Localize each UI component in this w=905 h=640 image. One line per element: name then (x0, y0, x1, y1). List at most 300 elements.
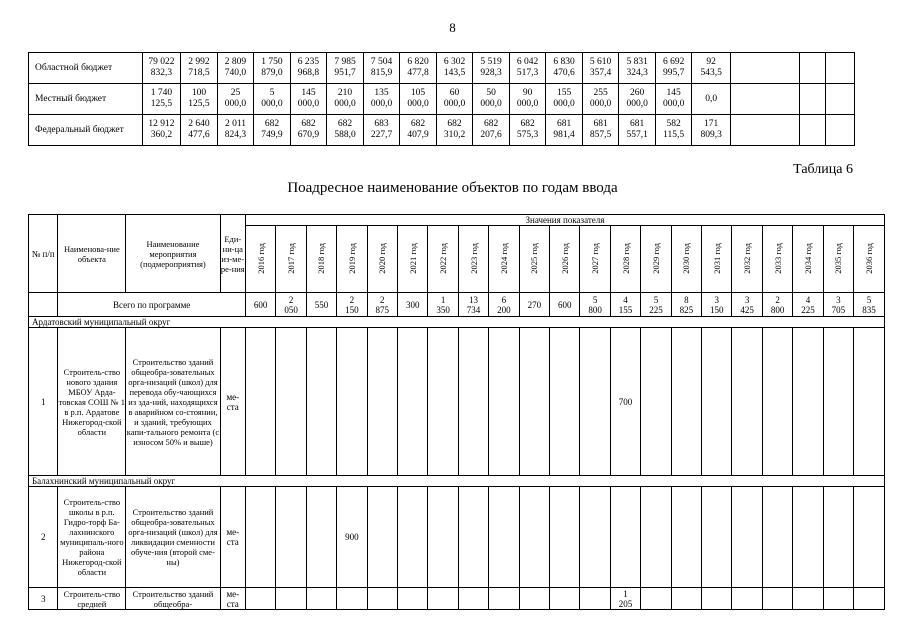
value-line: 3 (836, 294, 841, 305)
value-line: 6 235 (297, 57, 320, 67)
year-value (671, 328, 701, 476)
year-header (306, 226, 336, 293)
value-line: 4 (623, 294, 628, 305)
budget-value (327, 53, 364, 84)
year-value (428, 588, 458, 610)
value-line: 425 (740, 304, 754, 315)
year-value: 700 (610, 328, 640, 476)
value-line: 682 (483, 119, 499, 129)
measure-name: Строительство зданий общеобра-зовательных орга-низаций (школ) для ликвидации сменности обуче-ния (второй сме-ны) (126, 487, 220, 588)
total-value (489, 293, 519, 317)
value-line: 832,3 (150, 68, 173, 78)
value-line: 2 992 (188, 57, 210, 67)
year-label: 2024 год (498, 242, 509, 274)
year-value (854, 588, 885, 610)
year-value (397, 328, 427, 476)
budget-value (400, 115, 437, 146)
value-line: 968,8 (297, 68, 320, 78)
year-value (823, 588, 853, 610)
year-value (276, 328, 306, 476)
value-line: 357,4 (589, 68, 612, 78)
year-value (854, 328, 885, 476)
measure-name: Строительство зданий общеобра-зовательных орга-низаций (школ) для перевода обу-чающихся из зда-ний, находящихся в аварийном со-стоянии, и зданий, требующих капи-тального ремонта (с износом 50% и выше) (126, 328, 220, 476)
page-number: 8 (449, 20, 456, 35)
value-line: 815,9 (370, 68, 393, 78)
value-line: 000,0 (662, 99, 685, 109)
year-label: 2019 год (346, 242, 357, 274)
year-label: 2021 год (407, 242, 418, 274)
year-header (397, 226, 427, 293)
object-name: Строитель-ство нового здания МБОУ Арда-товская СОШ № 1 в р.п. Ардатове Нижегород-ской области (58, 328, 126, 476)
value-line: 050 (284, 304, 298, 315)
value-line: 115,5 (663, 130, 685, 140)
total-value (580, 293, 610, 317)
year-value (489, 328, 519, 476)
year-value (397, 588, 427, 610)
year-header (732, 226, 762, 293)
year-value (580, 588, 610, 610)
value-line: 3 (744, 294, 750, 305)
value-line: 749,9 (261, 130, 283, 140)
budget-value (655, 115, 692, 146)
year-value (793, 328, 823, 476)
value-line: 000,0 (297, 99, 320, 109)
budget-value (692, 115, 731, 146)
object-row (29, 487, 885, 588)
year-value (306, 328, 336, 476)
value-line: 477,8 (407, 68, 429, 78)
budget-value (142, 115, 181, 146)
year-value (641, 487, 671, 588)
empty-cell (799, 53, 825, 84)
year-header (580, 226, 610, 293)
value-line: 350 (436, 304, 450, 315)
value-line: 683 (374, 119, 389, 129)
budget-value (254, 84, 291, 115)
value-line: 470,6 (553, 68, 575, 78)
value-line: 1 740 (150, 88, 173, 98)
value-line: 000,0 (334, 99, 356, 109)
value-line: 90 (522, 88, 533, 98)
value-line: 5 (866, 294, 872, 305)
value-line: 682 (264, 119, 280, 129)
value-line: 857,5 (589, 130, 612, 140)
value-line: 600 (253, 299, 268, 310)
year-value (762, 487, 792, 588)
value-line: 60 (449, 88, 460, 98)
value-line: 145 (666, 88, 681, 98)
budget-value (546, 53, 583, 84)
budget-value (619, 84, 656, 115)
row-number: 2 (29, 487, 58, 588)
year-value (641, 328, 671, 476)
year-label: 2018 год (316, 242, 327, 274)
year-header (793, 226, 823, 293)
budget-value (400, 53, 437, 84)
empty-cell (826, 115, 855, 146)
total-value (306, 293, 336, 317)
year-label: 2036 год (864, 242, 875, 274)
year-value (793, 487, 823, 588)
value-line: 6 692 (662, 57, 685, 67)
empty-cell (730, 53, 799, 84)
budget-label: Местный бюджет (29, 84, 143, 115)
value-line: 477,6 (188, 130, 210, 140)
value-line: 000,0 (224, 99, 247, 109)
year-label: 2030 год (681, 242, 692, 274)
budget-table (28, 52, 855, 146)
year-value (367, 487, 397, 588)
empty-cell (730, 115, 799, 146)
value-line: 550 (314, 299, 329, 310)
year-header (428, 226, 458, 293)
budget-value (181, 84, 218, 115)
total-value (397, 293, 427, 317)
empty-cell (826, 53, 855, 84)
year-label: 2020 год (377, 242, 388, 274)
total-value (793, 293, 823, 317)
year-value (732, 328, 762, 476)
value-line: 210 (337, 88, 353, 98)
year-value (550, 487, 580, 588)
value-line: 5 (592, 294, 598, 305)
year-header (823, 226, 853, 293)
value-line: 809,3 (700, 130, 722, 140)
table-title: Поадресное наименование объектов по годам ввода (287, 180, 618, 196)
budget-value (363, 84, 400, 115)
year-header (489, 226, 519, 293)
header-num: № п/п (29, 215, 58, 293)
value-line: 000,0 (480, 99, 502, 109)
value-line: 4 (805, 294, 811, 305)
budget-row (29, 115, 855, 146)
value-line: 270 (527, 299, 542, 310)
year-value (245, 487, 275, 588)
total-value (367, 293, 397, 317)
value-line: 681 (593, 119, 608, 129)
budget-value (254, 53, 291, 84)
budget-value (290, 84, 327, 115)
value-line: 2 640 (188, 119, 210, 129)
value-line: 105 (410, 88, 426, 98)
budget-value (436, 84, 473, 115)
value-line: 875 (375, 304, 390, 315)
value-line: 000,0 (407, 99, 429, 109)
empty-cell (799, 115, 825, 146)
total-value (519, 293, 549, 317)
header-measure: Наименование мероприятия (подмероприятия) (126, 215, 220, 293)
year-label: 2031 год (711, 242, 722, 274)
year-label: 2026 год (559, 242, 570, 274)
budget-value (473, 84, 510, 115)
budget-value (142, 53, 181, 84)
year-value (428, 328, 458, 476)
value-line: 575,3 (516, 130, 539, 140)
year-value (732, 588, 762, 610)
year-header (550, 226, 580, 293)
row-number: 1 (29, 328, 58, 476)
district-name: Балахнинский муниципальный округ (29, 476, 885, 487)
year-header (762, 226, 792, 293)
value-line: 740,0 (224, 68, 247, 78)
year-value (550, 588, 580, 610)
value-line: 800 (588, 304, 602, 315)
budget-value (619, 53, 656, 84)
value-line: 682 (301, 119, 316, 129)
value-line: 407,9 (407, 130, 429, 140)
year-value (489, 588, 519, 610)
budget-value (509, 53, 546, 84)
value-line: 145 (301, 88, 316, 98)
year-label: 2035 год (833, 242, 844, 274)
year-value (367, 588, 397, 610)
year-label: 2029 год (650, 242, 661, 274)
budget-label: Федеральный бюджет (29, 115, 143, 146)
value-line: 310,2 (443, 130, 466, 140)
value-line: 79 022 (148, 57, 175, 67)
budget-value (692, 53, 731, 84)
value-line: 8 (684, 294, 689, 305)
value-line: 681 (556, 119, 572, 129)
budget-value (290, 53, 327, 84)
year-value (367, 328, 397, 476)
value-line: 681 (630, 119, 645, 129)
total-value (732, 293, 762, 317)
year-label: 2025 год (529, 242, 540, 274)
unit: ме-ста (220, 487, 245, 588)
value-line: 2 011 (224, 119, 246, 129)
year-value (641, 588, 671, 610)
table-label: Таблица 6 (793, 162, 853, 177)
year-label: 2027 год (590, 242, 601, 274)
year-label: 2022 год (438, 242, 449, 274)
year-value (276, 487, 306, 588)
value-line: 682 (337, 119, 353, 129)
year-header (245, 226, 275, 293)
value-line: 928,3 (480, 68, 502, 78)
value-line: 1 (440, 294, 446, 305)
year-value (702, 588, 732, 610)
value-line: 6 302 (443, 57, 466, 67)
budget-label: Областной бюджет (29, 53, 143, 84)
budget-value (582, 115, 619, 146)
year-value (306, 588, 336, 610)
year-label: 2016 год (255, 242, 266, 274)
value-line: 135 (374, 88, 389, 98)
budget-value (217, 115, 254, 146)
budget-value (473, 115, 510, 146)
empty-cell (799, 84, 825, 115)
value-line: 207,6 (480, 130, 502, 140)
value-line: 600 (557, 299, 572, 310)
row-number: 3 (29, 588, 58, 610)
value-line: 255 (593, 88, 608, 98)
year-value (458, 588, 488, 610)
year-header (641, 226, 671, 293)
value-line: 6 830 (553, 57, 575, 67)
value-line: 125,5 (150, 99, 173, 109)
value-line: 25 (230, 88, 241, 98)
value-line: 5 519 (480, 57, 502, 67)
unit: ме-ста (220, 328, 245, 476)
value-line: 155 (556, 88, 572, 98)
year-header (276, 226, 306, 293)
year-value (276, 588, 306, 610)
empty-cell (826, 84, 855, 115)
empty-cell (730, 84, 799, 115)
header-unit: Еди-ни-ца из-ме-ре-ния (220, 215, 245, 293)
value-line: 143,5 (443, 68, 466, 78)
year-header (854, 226, 885, 293)
year-value (519, 588, 549, 610)
value-line: 2 (349, 294, 355, 305)
value-line: 92 (706, 57, 716, 67)
year-header (367, 226, 397, 293)
budget-value (327, 84, 364, 115)
budget-value (619, 115, 656, 146)
budget-value (509, 115, 546, 146)
value-line: 981,4 (553, 130, 575, 140)
value-line: 200 (497, 304, 511, 315)
district-name: Ардатовский муниципальный округ (29, 317, 885, 328)
value-line: 734 (466, 304, 481, 315)
year-value (519, 328, 549, 476)
total-value (610, 293, 640, 317)
year-value (732, 487, 762, 588)
total-value (823, 293, 853, 317)
budget-value (363, 53, 400, 84)
value-line: 0,0 (705, 93, 718, 104)
budget-value (546, 84, 583, 115)
total-value (641, 293, 671, 317)
value-line: 360,2 (150, 130, 173, 140)
value-line: 718,5 (188, 68, 210, 78)
year-value (245, 588, 275, 610)
value-line: 324,3 (626, 68, 648, 78)
value-line: 000,0 (589, 99, 612, 109)
district-row (29, 476, 885, 487)
value-line: 000,0 (626, 99, 648, 109)
total-value (762, 293, 792, 317)
value-line: 682 (520, 119, 535, 129)
budget-value (436, 115, 473, 146)
value-line: 000,0 (370, 99, 393, 109)
year-label: 2034 год (802, 242, 813, 274)
year-header (702, 226, 732, 293)
value-line: 000,0 (443, 99, 466, 109)
budget-value (582, 84, 619, 115)
budget-value (582, 53, 619, 84)
value-line: 7 985 (334, 57, 356, 67)
year-value (610, 487, 640, 588)
year-value (489, 487, 519, 588)
year-value (823, 487, 853, 588)
value-line: 879,0 (261, 68, 283, 78)
budget-row (29, 84, 855, 115)
budget-value (509, 84, 546, 115)
value-line: 3 (714, 294, 719, 305)
total-value (550, 293, 580, 317)
value-line: 835 (862, 304, 876, 315)
value-line: 588,0 (334, 130, 356, 140)
value-line: 7 504 (370, 57, 393, 67)
year-header (337, 226, 367, 293)
year-value (580, 328, 610, 476)
value-line: 150 (345, 304, 359, 315)
object-name: Строитель-ство школы в р.п. Гидро-торф Ба-лахнинского муниципаль-ного района Нижегород-ской области (58, 487, 126, 588)
budget-value (217, 53, 254, 84)
budget-value (655, 53, 692, 84)
district-row (29, 317, 885, 328)
measure-name: Строительство зданий общеобра- (126, 588, 220, 610)
value-line: 000,0 (261, 99, 283, 109)
value-line: 100 (191, 88, 207, 98)
value-line: 205 (618, 598, 633, 609)
budget-value (181, 115, 218, 146)
year-value (823, 328, 853, 476)
year-label: 2028 год (620, 242, 631, 274)
year-value (671, 588, 701, 610)
value-line: 951,7 (334, 68, 356, 78)
value-line: 225 (801, 304, 815, 315)
value-line: 6 042 (516, 57, 539, 67)
value-line: 171 (704, 119, 719, 129)
budget-value (327, 115, 364, 146)
value-line: 682 (447, 119, 462, 129)
total-value (854, 293, 885, 317)
year-label: 2032 год (742, 242, 753, 274)
value-line: 557,1 (626, 130, 648, 140)
total-row (29, 293, 885, 317)
object-name: Строитель-ство средней (58, 588, 126, 610)
value-line: 543,5 (700, 68, 722, 78)
year-value (337, 328, 367, 476)
year-label: 2017 год (286, 242, 297, 274)
total-label: Всего по программе (58, 293, 246, 317)
value-line: 1 750 (261, 57, 283, 67)
year-value (428, 487, 458, 588)
total-value (276, 293, 306, 317)
objects-table (28, 214, 885, 610)
year-value (306, 487, 336, 588)
year-header (458, 226, 488, 293)
year-label: 2033 год (772, 242, 783, 274)
budget-value (254, 115, 291, 146)
budget-value (290, 115, 327, 146)
value-line: 825 (679, 304, 694, 315)
value-line: 824,3 (224, 130, 247, 140)
budget-value (217, 84, 254, 115)
value-line: 000,0 (553, 99, 575, 109)
year-value (458, 487, 488, 588)
header-values: Значения показателя (245, 215, 884, 226)
year-value (519, 487, 549, 588)
year-value (762, 588, 792, 610)
value-line: 2 809 (224, 57, 247, 67)
year-value (671, 487, 701, 588)
value-line: 300 (405, 299, 420, 310)
value-line: 2 (288, 294, 294, 305)
year-header (610, 226, 640, 293)
year-value (854, 487, 885, 588)
value-line: 705 (831, 304, 846, 315)
value-line: 13 (469, 294, 478, 305)
value-line: 5 610 (589, 57, 612, 67)
year-header (671, 226, 701, 293)
value-line: 682 (410, 119, 426, 129)
value-line: 582 (666, 119, 681, 129)
value-line: 995,7 (662, 68, 685, 78)
